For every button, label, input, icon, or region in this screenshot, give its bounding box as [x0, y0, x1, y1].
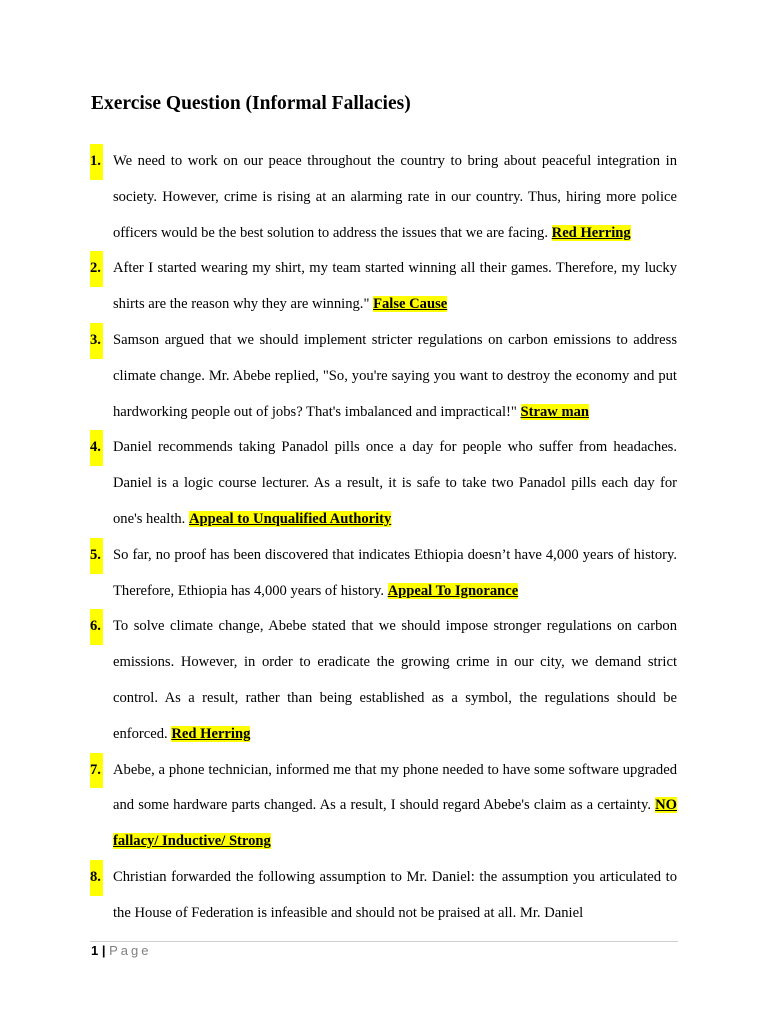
- question-list: [90, 144, 677, 932]
- question-item-2: [90, 251, 677, 323]
- question-number: 7.: [90, 753, 103, 789]
- question-text: Samson argued that we should implement stricter regulations on carbon emissions to address climate change. Mr. Abebe replied, "So, you're saying you want to destroy the economy and put hardworking people out of jobs? That's imbalanced and impractical!": [113, 331, 677, 420]
- page-title: Exercise Question (Informal Fallacies): [91, 93, 411, 114]
- question-text: So far, no proof has been discovered that indicates Ethiopia doesn’t have 4,000 years of history. Therefore, Ethiopia has 4,000 years of history.: [113, 546, 677, 599]
- question-item-1: [90, 144, 677, 251]
- question-item-5: [90, 538, 677, 610]
- question-number: 8.: [90, 860, 103, 896]
- question-text: To solve climate change, Abebe stated that we should impose stronger regulations on carbon emissions. However, in order to eradicate the growing crime in our city, we demand strict control. As a result, rather than being established as a symbol, the regulations should be enforced.: [113, 618, 677, 742]
- page-footer: [91, 943, 151, 958]
- answer-label: Red Herring: [171, 725, 251, 742]
- question-number: 5.: [90, 538, 103, 574]
- answer-label: Appeal to Unqualified Authority: [188, 510, 392, 527]
- question-item-7: [90, 753, 677, 860]
- question-item-8: [90, 860, 677, 932]
- question-text: We need to work on our peace throughout the country to bring about peaceful integration in society. However, crime is rising at an alarming rate in our country. Thus, hiring more police officers would be the best solution to address the issues that we are facing.: [113, 153, 677, 241]
- question-text: After I started wearing my shirt, my team started winning all their games. Therefore, my lucky shirts are the reason why they are winning.": [113, 260, 677, 313]
- question-number: 6.: [90, 609, 103, 645]
- question-number: 2.: [90, 251, 103, 287]
- question-item-6: [90, 609, 677, 752]
- answer-label: False Cause: [373, 296, 448, 313]
- question-text: Christian forwarded the following assumption to Mr. Daniel: the assumption you articulated to the House of Federation is infeasible and should not be praised at all. Mr. Daniel: [113, 868, 677, 921]
- question-number: 1.: [90, 144, 103, 180]
- question-number: 4.: [90, 430, 103, 466]
- question-text: Abebe, a phone technician, informed me that my phone needed to have some software upgraded and some hardware parts changed. As a result, I should regard Abebe's claim as a certainty.: [113, 761, 677, 814]
- footer-separator: |: [98, 943, 110, 958]
- answer-label: Appeal To Ignorance: [387, 582, 519, 599]
- answer-label: Straw man: [520, 403, 590, 420]
- answer-label: Red Herring: [551, 224, 631, 241]
- question-text: Daniel recommends taking Panadol pills once a day for people who suffer from headaches. Daniel is a logic course lecturer. As a result, it is safe to take two Panadol pills each day for one's health.: [113, 439, 677, 527]
- question-item-3: [90, 323, 677, 430]
- page-number: 1: [91, 943, 99, 958]
- question-number: 3.: [90, 323, 103, 359]
- footer-divider: [90, 941, 678, 942]
- page-label: Page: [109, 943, 152, 958]
- answer-label: NO fallacy/ Inductive/ Strong: [113, 797, 677, 850]
- question-item-4: [90, 430, 677, 537]
